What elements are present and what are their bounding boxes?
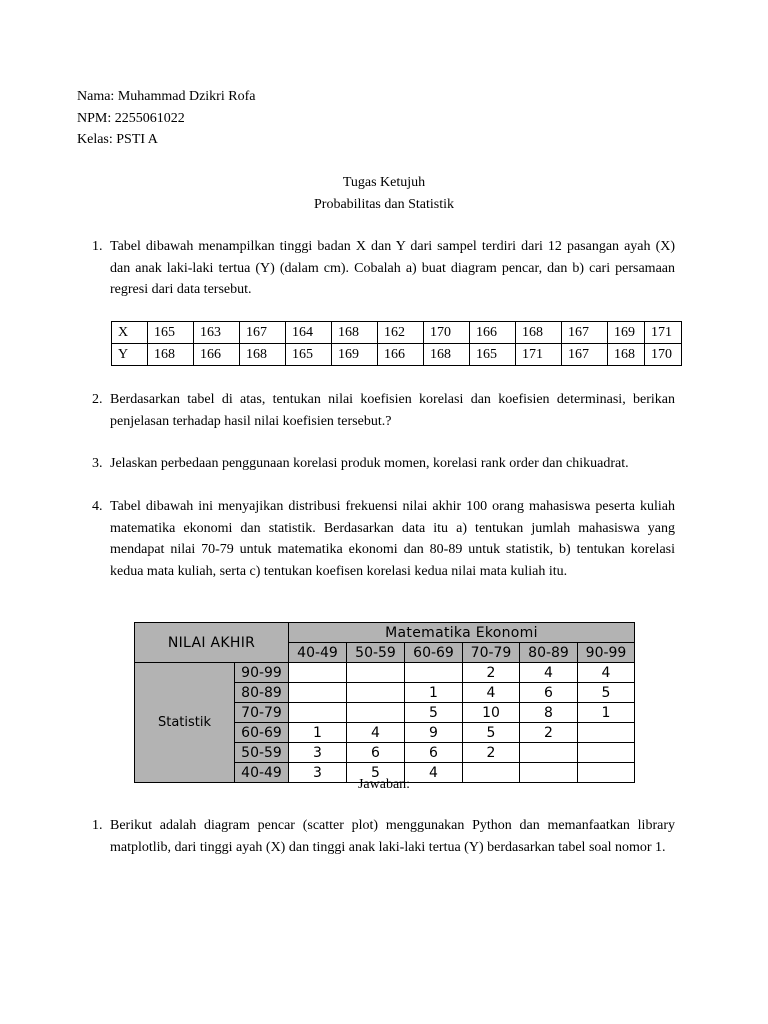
- freq-table-cell: [405, 663, 463, 683]
- height-table-cell: 164: [286, 322, 332, 344]
- height-table-cell: 167: [240, 322, 286, 344]
- height-table-cell: 167: [562, 344, 608, 366]
- freq-table-row-label: 80-89: [235, 683, 289, 703]
- freq-table-cell: [520, 743, 578, 763]
- freq-table-cell: 4: [463, 683, 520, 703]
- height-table-cell: 168: [608, 344, 645, 366]
- freq-table-cell: [347, 683, 405, 703]
- height-table-cell: 165: [148, 322, 194, 344]
- height-table: [111, 321, 682, 366]
- question-4: [92, 496, 675, 606]
- freq-table-cell: 4: [520, 663, 578, 683]
- freq-table-col-header: 80-89: [520, 643, 578, 663]
- freq-table-cell: 6: [520, 683, 578, 703]
- frequency-table: [134, 622, 635, 783]
- freq-table-cell: 1: [405, 683, 463, 703]
- question-text: Tabel dibawah ini menyajikan distribusi frekuensi nilai akhir 100 orang mahasiswa peserta kuliah matematika ekonomi dan statistik. Berdasarkan data itu a) tentukan jumlah mahasiswa yang mendapat nilai 70-79 untuk matematika ekonomi dan 80-89 untuk statistik, b) tentukan korelasi kedua mata kuliah, serta c) tentukan koefisen korelasi kedua nilai mata kuliah itu.: [110, 499, 675, 579]
- question-text: Jelaskan perbedaan penggunaan korelasi produk momen, korelasi rank order dan chikuadrat.: [110, 456, 629, 471]
- height-table-cell: 169: [608, 322, 645, 344]
- answer-heading: Jawaban:: [357, 777, 411, 792]
- answer-text: Berikut adalah diagram pencar (scatter plot) menggunakan Python dan memanfaatkan library matplotlib, dari tinggi ayah (X) dan tinggi anak laki-laki tertua (Y) berdasarkan tabel soal nomor 1.: [110, 818, 675, 855]
- freq-table-cell: 2: [463, 663, 520, 683]
- freq-table-cell: 4: [347, 723, 405, 743]
- freq-table-cell: [289, 663, 347, 683]
- freq-table-corner: NILAI AKHIR: [135, 623, 289, 663]
- freq-table-cell: [578, 743, 635, 763]
- freq-table-cell: 8: [520, 703, 578, 723]
- height-table-cell: 163: [194, 322, 240, 344]
- height-table-cell: 170: [424, 322, 470, 344]
- freq-table-row-label: 70-79: [235, 703, 289, 723]
- height-table-cell: 165: [470, 344, 516, 366]
- height-table-cell: 167: [562, 322, 608, 344]
- freq-table-col-group: Matematika Ekonomi: [289, 623, 635, 643]
- question-text: Tabel dibawah menampilkan tinggi badan X dan Y dari sampel terdiri dari 12 pasangan ayah (X) dan anak laki-laki tertua (Y) (dalam cm). Cobalah a) buat diagram pencar, dan b) cari persamaan regresi dari data tersebut.: [110, 239, 675, 297]
- freq-table-col-header: 50-59: [347, 643, 405, 663]
- height-table-cell: 168: [240, 344, 286, 366]
- freq-table-row-label: 50-59: [235, 743, 289, 763]
- freq-table-cell: 5: [347, 763, 405, 783]
- height-table-cell: 171: [645, 322, 682, 344]
- freq-table-cell: 3: [289, 743, 347, 763]
- question-number: 2.: [92, 392, 103, 407]
- height-table-cell: 166: [378, 344, 424, 366]
- freq-table-cell: 5: [578, 683, 635, 703]
- freq-table-cell: 5: [463, 723, 520, 743]
- freq-table-cell: 6: [405, 743, 463, 763]
- freq-table-cell: [347, 703, 405, 723]
- height-table-label: X: [112, 322, 148, 344]
- freq-table-cell: [578, 723, 635, 743]
- question-number: 3.: [92, 456, 103, 471]
- freq-table-cell: 3: [289, 763, 347, 783]
- height-table-cell: 162: [378, 322, 424, 344]
- freq-table-cell: 1: [578, 703, 635, 723]
- freq-table-cell: [289, 703, 347, 723]
- height-table-cell: 171: [516, 344, 562, 366]
- answer-1: [92, 815, 675, 881]
- question-3: [92, 453, 675, 475]
- question-number: 4.: [92, 499, 103, 514]
- freq-table-row-label: 60-69: [235, 723, 289, 743]
- freq-table-col-header: 60-69: [405, 643, 463, 663]
- height-table-label: Y: [112, 344, 148, 366]
- freq-table-col-header: 70-79: [463, 643, 520, 663]
- freq-table-cell: [289, 683, 347, 703]
- height-table-row: [112, 344, 682, 366]
- student-name: Nama: Muhammad Dzikri Rofa: [77, 89, 256, 104]
- freq-table-cell: 2: [520, 723, 578, 743]
- student-info: [77, 86, 255, 151]
- freq-table-cell: [347, 663, 405, 683]
- freq-table-col-header: 90-99: [578, 643, 635, 663]
- question-number: 1.: [92, 239, 103, 254]
- freq-table-row: [135, 663, 635, 683]
- freq-table-cell: 5: [405, 703, 463, 723]
- question-2: [92, 389, 675, 433]
- freq-table-col-header: 40-49: [289, 643, 347, 663]
- height-table-cell: 166: [194, 344, 240, 366]
- height-table-cell: 168: [516, 322, 562, 344]
- document-subtitle: Probabilitas dan Statistik: [314, 196, 454, 212]
- document-title: Tugas Ketujuh: [342, 175, 426, 190]
- freq-table-cell: 4: [405, 763, 463, 783]
- question-text: Berdasarkan tabel di atas, tentukan nilai koefisien korelasi dan koefisien determinasi, berikan penjelasan terhadap hasil nilai koefisien tersebut.?: [110, 392, 675, 429]
- freq-table-cell: 4: [578, 663, 635, 683]
- freq-table-cell: 1: [289, 723, 347, 743]
- document-titles: [0, 172, 768, 215]
- freq-table-row-label: 90-99: [235, 663, 289, 683]
- height-table-row: [112, 322, 682, 344]
- freq-table-cell: 9: [405, 723, 463, 743]
- height-table-cell: 168: [424, 344, 470, 366]
- height-table-cell: 170: [645, 344, 682, 366]
- answer-number: 1.: [92, 818, 103, 833]
- height-table-cell: 166: [470, 322, 516, 344]
- student-class: Kelas: PSTI A: [77, 132, 158, 147]
- freq-table-row-group: Statistik: [135, 663, 235, 783]
- question-1: [92, 236, 675, 302]
- freq-table-cell: 10: [463, 703, 520, 723]
- height-table-cell: 165: [286, 344, 332, 366]
- height-table-cell: 168: [148, 344, 194, 366]
- freq-table-row-label: 40-49: [235, 763, 289, 783]
- freq-table-cell: 6: [347, 743, 405, 763]
- freq-table-cell: 2: [463, 743, 520, 763]
- height-table-cell: 168: [332, 322, 378, 344]
- student-npm: NPM: 2255061022: [77, 110, 185, 126]
- height-table-cell: 169: [332, 344, 378, 366]
